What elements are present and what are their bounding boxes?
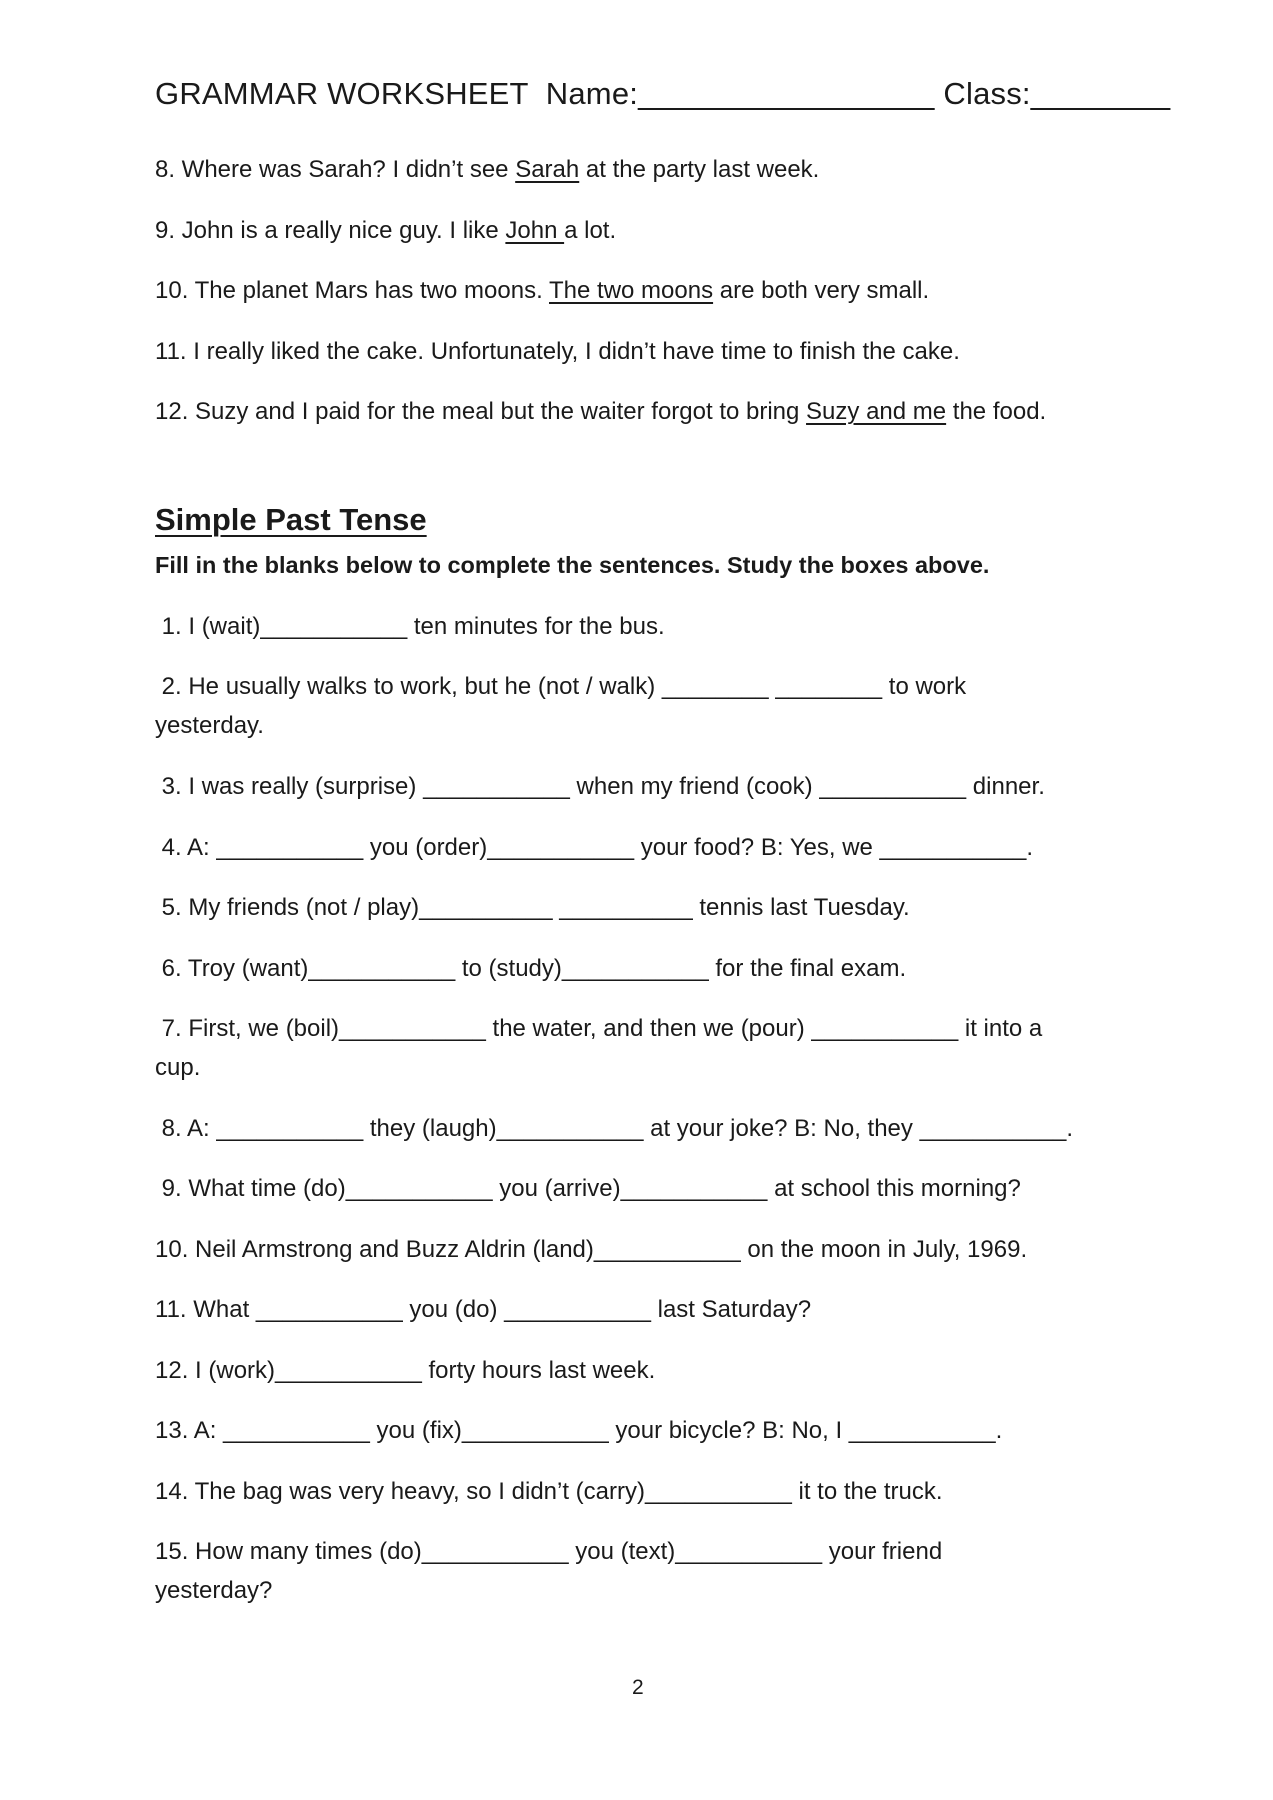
underlined-noun: Suzy and me xyxy=(806,398,947,425)
exercise-line: 7. First, we (boil)___________ the water, and then we (pour) ___________ it into a xyxy=(155,1015,1043,1042)
exercise-line: 3. I was really (surprise) ___________ when my friend (cook) ___________ dinner. xyxy=(155,773,1045,800)
worksheet-header xyxy=(155,76,1170,112)
worksheet-title: GRAMMAR WORKSHEET xyxy=(155,76,529,111)
pronoun-item-12: 12. Suzy and I paid for the meal but the waiter forgot to bring Suzy and me the food. xyxy=(155,398,1047,425)
exercise-line: 14. The bag was very heavy, so I didn’t (carry)___________ it to the truck. xyxy=(155,1478,943,1505)
pronoun-item-8: 8. Where was Sarah? I didn’t see Sarah at the party last week. xyxy=(155,156,820,183)
section-title: Simple Past Tense xyxy=(155,502,427,537)
pronoun-item-9: 9. John is a really nice guy. I like John a lot. xyxy=(155,217,617,244)
exercise-line: 8. A: ___________ they (laugh)___________ at your joke? B: No, they ___________. xyxy=(155,1115,1074,1142)
exercise-line: 13. A: ___________ you (fix)___________ your bicycle? B: No, I ___________. xyxy=(155,1417,1003,1444)
underlined-noun: John xyxy=(505,217,565,244)
exercise-line: 11. What ___________ you (do) ___________ last Saturday? xyxy=(155,1296,812,1323)
exercise-line: yesterday. xyxy=(155,712,264,739)
class-field: Class:________ xyxy=(943,76,1171,111)
exercise-line: cup. xyxy=(155,1054,201,1081)
exercise-line: 5. My friends (not / play)__________ __________ tennis last Tuesday. xyxy=(155,894,910,921)
pronoun-item-10: 10. The planet Mars has two moons. The two moons are both very small. xyxy=(155,277,930,304)
exercise-line: 1. I (wait)___________ ten minutes for the bus. xyxy=(155,613,665,640)
exercise-line: 15. How many times (do)___________ you (text)___________ your friend xyxy=(155,1538,943,1565)
underlined-noun: Sarah xyxy=(515,156,580,183)
page-number: 2 xyxy=(632,1676,644,1699)
exercise-line: yesterday? xyxy=(155,1577,273,1604)
pronoun-item-11: 11. I really liked the cake. Unfortunately, I didn’t have time to finish the cake. xyxy=(155,338,960,365)
exercise-line: 10. Neil Armstrong and Buzz Aldrin (land)___________ on the moon in July, 1969. xyxy=(155,1236,1028,1263)
exercise-line: 2. He usually walks to work, but he (not / walk) ________ ________ to work xyxy=(155,673,967,700)
exercise-line: 4. A: ___________ you (order)___________ your food? B: Yes, we ___________. xyxy=(155,834,1034,861)
section-instruction: Fill in the blanks below to complete the sentences. Study the boxes above. xyxy=(155,552,990,578)
exercise-line: 9. What time (do)___________ you (arrive)___________ at school this morning? xyxy=(155,1175,1021,1202)
exercise-line: 6. Troy (want)___________ to (study)___________ for the final exam. xyxy=(155,955,907,982)
underlined-noun: The two moons xyxy=(549,277,714,304)
name-field: Name:_________________ xyxy=(545,76,935,111)
exercise-line: 12. I (work)___________ forty hours last week. xyxy=(155,1357,656,1384)
